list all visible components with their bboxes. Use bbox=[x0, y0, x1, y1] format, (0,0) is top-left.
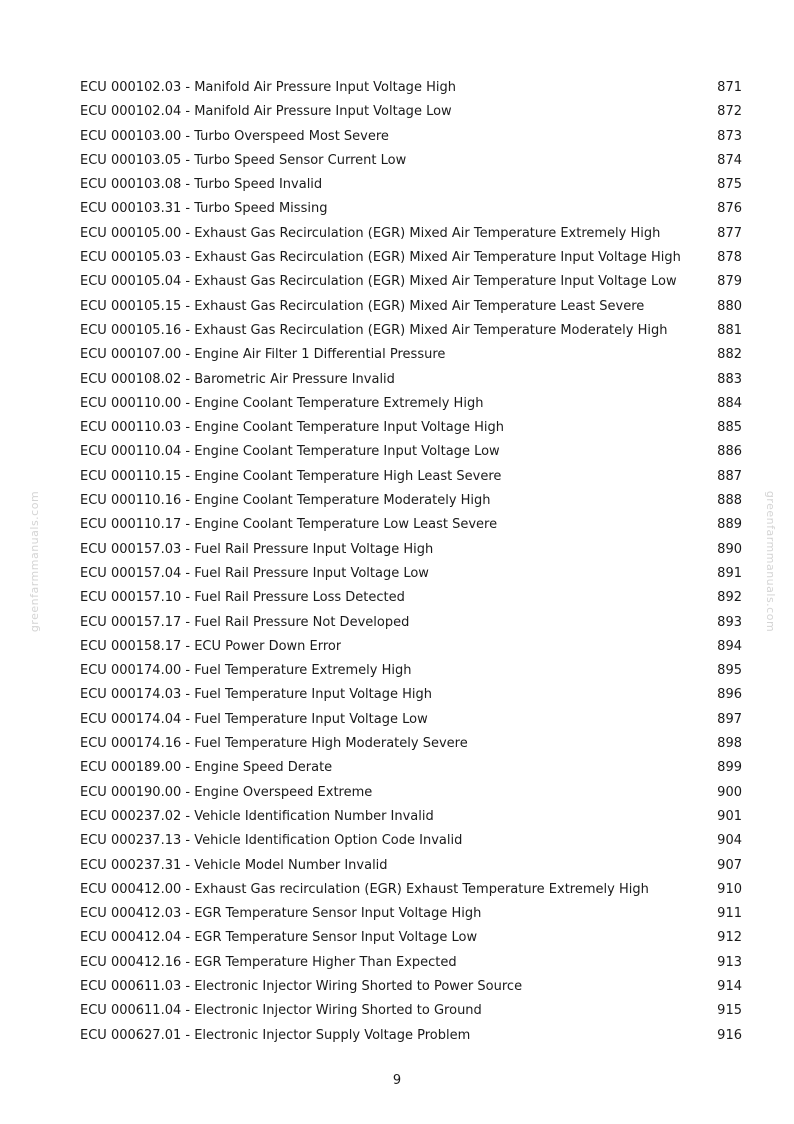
toc-entry-page: 892 bbox=[717, 590, 742, 606]
toc-entry[interactable] bbox=[80, 319, 742, 343]
toc-entry-page: 896 bbox=[717, 687, 742, 703]
toc-entry[interactable] bbox=[80, 343, 742, 367]
toc-entry-page: 891 bbox=[717, 565, 742, 581]
toc-entry[interactable] bbox=[80, 854, 742, 878]
toc-entry-title: ECU 000105.15 - Exhaust Gas Recirculation (EGR) Mixed Air Temperature Least Severe bbox=[80, 298, 645, 314]
toc-entry-title: ECU 000174.00 - Fuel Temperature Extremely High bbox=[80, 663, 412, 679]
toc-entry-title: ECU 000174.16 - Fuel Temperature High Moderately Severe bbox=[80, 736, 468, 752]
toc-entry-title: ECU 000174.03 - Fuel Temperature Input Voltage High bbox=[80, 687, 432, 703]
toc-entry-page: 904 bbox=[717, 833, 742, 849]
toc-entry[interactable] bbox=[80, 489, 742, 513]
toc-entry-page: 912 bbox=[717, 930, 742, 946]
toc-entry[interactable] bbox=[80, 562, 742, 586]
toc-entry-title: ECU 000190.00 - Engine Overspeed Extreme bbox=[80, 784, 373, 800]
toc-entry-page: 883 bbox=[717, 371, 742, 387]
toc-entry-page: 894 bbox=[717, 638, 742, 654]
toc-entry-title: ECU 000627.01 - Electronic Injector Supply Voltage Problem bbox=[80, 1027, 471, 1043]
toc-entry-title: ECU 000412.03 - EGR Temperature Sensor Input Voltage High bbox=[80, 906, 482, 922]
toc-entry-title: ECU 000110.17 - Engine Coolant Temperature Low Least Severe bbox=[80, 517, 498, 533]
toc-entry-page: 881 bbox=[717, 322, 742, 338]
toc-entry-title: ECU 000105.16 - Exhaust Gas Recirculation (EGR) Mixed Air Temperature Moderately High bbox=[80, 322, 668, 338]
toc-entry[interactable] bbox=[80, 781, 742, 805]
toc-entry[interactable] bbox=[80, 222, 742, 246]
toc-entry-page: 879 bbox=[717, 274, 742, 290]
toc-entry-title: ECU 000157.04 - Fuel Rail Pressure Input Voltage Low bbox=[80, 565, 429, 581]
toc-entry-page: 887 bbox=[717, 468, 742, 484]
toc-entry-page: 890 bbox=[717, 541, 742, 557]
toc-entry-title: ECU 000108.02 - Barometric Air Pressure Invalid bbox=[80, 371, 395, 387]
toc-entry-title: ECU 000110.04 - Engine Coolant Temperature Input Voltage Low bbox=[80, 444, 500, 460]
toc-entry-page: 886 bbox=[717, 444, 742, 460]
toc-entry-title: ECU 000412.00 - Exhaust Gas recirculation (EGR) Exhaust Temperature Extremely High bbox=[80, 881, 649, 897]
toc-entry-page: 876 bbox=[717, 201, 742, 217]
toc-entry-page: 914 bbox=[717, 978, 742, 994]
toc-entry-page: 900 bbox=[717, 784, 742, 800]
toc-entry-page: 878 bbox=[717, 250, 742, 266]
toc-entry[interactable] bbox=[80, 392, 742, 416]
toc-entry-title: ECU 000102.04 - Manifold Air Pressure Input Voltage Low bbox=[80, 104, 452, 120]
toc-entry-page: 875 bbox=[717, 177, 742, 193]
toc-entry-title: ECU 000412.16 - EGR Temperature Higher Than Expected bbox=[80, 954, 457, 970]
watermark-right: greenfarmmanuals.com bbox=[764, 490, 778, 633]
toc-entry-title: ECU 000237.02 - Vehicle Identification Number Invalid bbox=[80, 808, 434, 824]
toc-entry[interactable] bbox=[80, 732, 742, 756]
toc-entry-title: ECU 000105.00 - Exhaust Gas Recirculation (EGR) Mixed Air Temperature Extremely High bbox=[80, 225, 661, 241]
toc-entry-page: 901 bbox=[717, 808, 742, 824]
toc-entry-title: ECU 000103.31 - Turbo Speed Missing bbox=[80, 201, 328, 217]
toc-entry-title: ECU 000157.03 - Fuel Rail Pressure Input Voltage High bbox=[80, 541, 434, 557]
toc-entry[interactable] bbox=[80, 76, 742, 100]
toc-entry-page: 888 bbox=[717, 493, 742, 509]
toc-entry[interactable] bbox=[80, 173, 742, 197]
table-of-contents bbox=[80, 76, 742, 1048]
toc-entry-title: ECU 000412.04 - EGR Temperature Sensor Input Voltage Low bbox=[80, 930, 478, 946]
toc-entry-title: ECU 000174.04 - Fuel Temperature Input Voltage Low bbox=[80, 711, 428, 727]
toc-entry-title: ECU 000157.10 - Fuel Rail Pressure Loss Detected bbox=[80, 590, 405, 606]
toc-entry-title: ECU 000110.15 - Engine Coolant Temperature High Least Severe bbox=[80, 468, 502, 484]
toc-entry-title: ECU 000107.00 - Engine Air Filter 1 Differential Pressure bbox=[80, 347, 446, 363]
toc-entry[interactable] bbox=[80, 708, 742, 732]
toc-entry-page: 872 bbox=[717, 104, 742, 120]
toc-entry[interactable] bbox=[80, 829, 742, 853]
toc-entry-page: 874 bbox=[717, 152, 742, 168]
toc-entry[interactable] bbox=[80, 440, 742, 464]
toc-entry-title: ECU 000611.04 - Electronic Injector Wiring Shorted to Ground bbox=[80, 1003, 482, 1019]
toc-entry-title: ECU 000105.04 - Exhaust Gas Recirculation (EGR) Mixed Air Temperature Input Voltage Low bbox=[80, 274, 677, 290]
toc-entry[interactable] bbox=[80, 1024, 742, 1048]
toc-entry-title: ECU 000189.00 - Engine Speed Derate bbox=[80, 760, 333, 776]
toc-entry-title: ECU 000157.17 - Fuel Rail Pressure Not Developed bbox=[80, 614, 410, 630]
toc-entry-page: 913 bbox=[717, 954, 742, 970]
toc-entry[interactable] bbox=[80, 878, 742, 902]
toc-entry[interactable] bbox=[80, 756, 742, 780]
toc-entry-page: 889 bbox=[717, 517, 742, 533]
toc-entry-page: 916 bbox=[717, 1027, 742, 1043]
toc-entry[interactable] bbox=[80, 149, 742, 173]
toc-entry[interactable] bbox=[80, 635, 742, 659]
toc-entry[interactable] bbox=[80, 246, 742, 270]
toc-entry-page: 884 bbox=[717, 395, 742, 411]
toc-entry-page: 907 bbox=[717, 857, 742, 873]
toc-entry[interactable] bbox=[80, 659, 742, 683]
toc-entry-page: 871 bbox=[717, 80, 742, 95]
toc-entry[interactable] bbox=[80, 538, 742, 562]
toc-entry-title: ECU 000110.16 - Engine Coolant Temperature Moderately High bbox=[80, 493, 491, 509]
toc-entry-title: ECU 000110.00 - Engine Coolant Temperature Extremely High bbox=[80, 395, 484, 411]
toc-entry-page: 877 bbox=[717, 225, 742, 241]
toc-entry-page: 880 bbox=[717, 298, 742, 314]
toc-entry-title: ECU 000110.03 - Engine Coolant Temperature Input Voltage High bbox=[80, 420, 504, 436]
toc-entry[interactable] bbox=[80, 368, 742, 392]
toc-entry[interactable] bbox=[80, 465, 742, 489]
toc-entry-title: ECU 000103.00 - Turbo Overspeed Most Severe bbox=[80, 128, 389, 144]
toc-entry-title: ECU 000611.03 - Electronic Injector Wiring Shorted to Power Source bbox=[80, 978, 523, 994]
toc-entry[interactable] bbox=[80, 999, 742, 1023]
toc-entry-page: 898 bbox=[717, 736, 742, 752]
toc-entry[interactable] bbox=[80, 270, 742, 294]
toc-entry[interactable] bbox=[80, 902, 742, 926]
toc-entry-title: ECU 000237.31 - Vehicle Model Number Invalid bbox=[80, 857, 388, 873]
toc-entry-page: 895 bbox=[717, 663, 742, 679]
toc-entry-title: ECU 000103.08 - Turbo Speed Invalid bbox=[80, 177, 323, 193]
toc-entry[interactable] bbox=[80, 416, 742, 440]
toc-entry[interactable] bbox=[80, 197, 742, 221]
toc-entry[interactable] bbox=[80, 683, 742, 707]
toc-entry[interactable] bbox=[80, 926, 742, 950]
toc-entry[interactable] bbox=[80, 513, 742, 537]
toc-entry[interactable] bbox=[80, 295, 742, 319]
toc-entry-page: 911 bbox=[717, 906, 742, 922]
toc-entry[interactable] bbox=[80, 951, 742, 975]
toc-entry-page: 873 bbox=[717, 128, 742, 144]
toc-entry[interactable] bbox=[80, 805, 742, 829]
toc-entry-title: ECU 000103.05 - Turbo Speed Sensor Current Low bbox=[80, 152, 407, 168]
toc-entry[interactable] bbox=[80, 586, 742, 610]
toc-entry[interactable] bbox=[80, 125, 742, 149]
toc-entry-page: 897 bbox=[717, 711, 742, 727]
toc-entry-title: ECU 000158.17 - ECU Power Down Error bbox=[80, 638, 342, 654]
toc-entry-title: ECU 000105.03 - Exhaust Gas Recirculation (EGR) Mixed Air Temperature Input Voltage High bbox=[80, 250, 681, 266]
toc-entry[interactable] bbox=[80, 611, 742, 635]
toc-entry-page: 882 bbox=[717, 347, 742, 363]
page-number: 9 bbox=[392, 1073, 402, 1088]
toc-entry-page: 893 bbox=[717, 614, 742, 630]
toc-entry-page: 910 bbox=[717, 881, 742, 897]
toc-entry-title: ECU 000102.03 - Manifold Air Pressure Input Voltage High bbox=[80, 80, 456, 95]
toc-entry[interactable] bbox=[80, 100, 742, 124]
watermark-left: greenfarmmanuals.com bbox=[28, 490, 42, 633]
toc-entry-title: ECU 000237.13 - Vehicle Identification Option Code Invalid bbox=[80, 833, 463, 849]
toc-entry[interactable] bbox=[80, 975, 742, 999]
toc-entry-page: 915 bbox=[717, 1003, 742, 1019]
toc-entry-page: 885 bbox=[717, 420, 742, 436]
toc-entry-page: 899 bbox=[717, 760, 742, 776]
